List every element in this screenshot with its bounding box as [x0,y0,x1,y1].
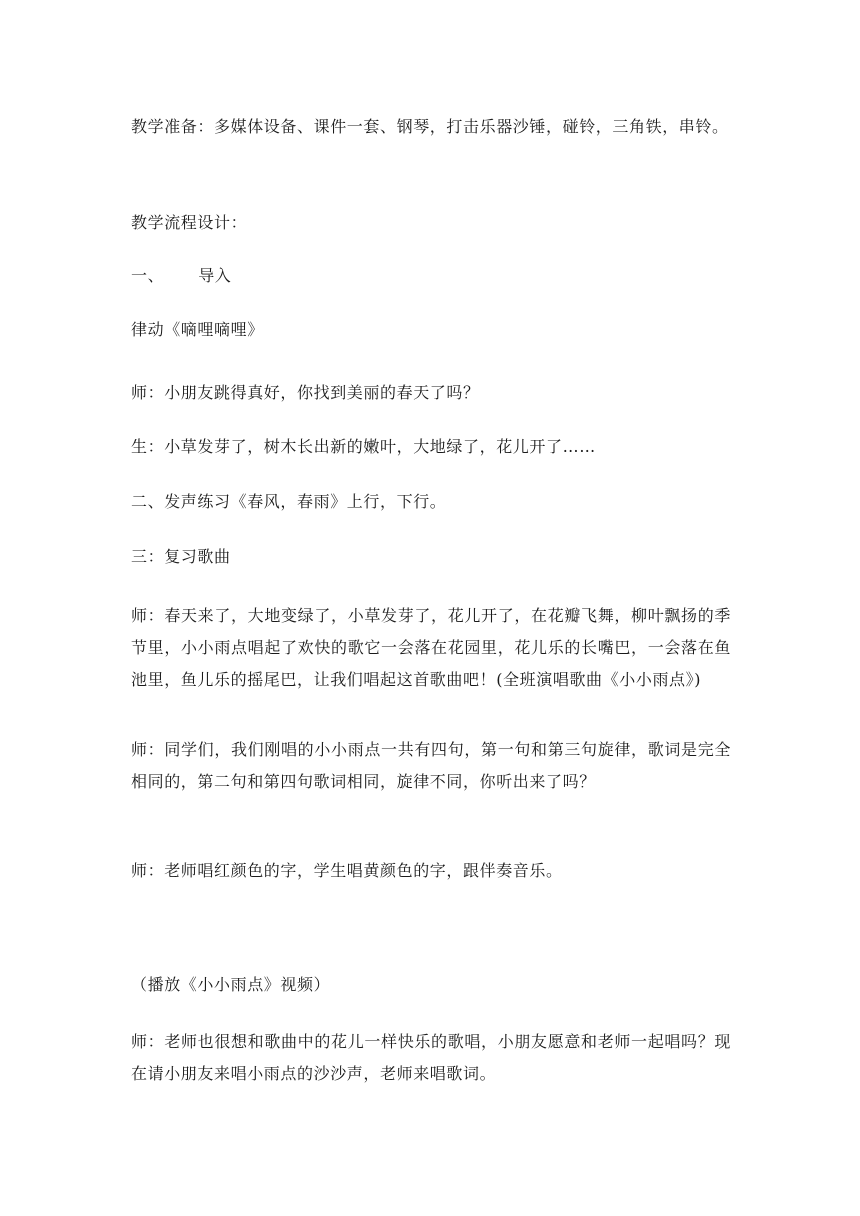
paragraph-teacher-four-lines: 师：同学们，我们刚唱的小小雨点一共有四句，第一句和第三句旋律，歌词是完全相同的，第二句和第四句歌词相同，旋律不同，你听出来了吗？ [131,740,731,791]
paragraph-student-answer: 生：小草发芽了，树木长出新的嫩叶，大地绿了，花儿开了…… [131,437,596,456]
paragraph-review-song: 三：复习歌曲 [131,547,231,566]
paragraph-teacher-question: 师：小朋友跳得真好，你找到美丽的春天了吗？ [131,383,480,402]
paragraph-teacher-colors: 师：老师唱红颜色的字，学生唱黄颜色的字，跟伴奏音乐。 [131,861,563,880]
section-number: 一、 [131,266,165,285]
paragraph-teacher-sing-together: 师：老师也很想和歌曲中的花儿一样快乐的歌唱，小朋友愿意和老师一起唱吗？现在请小朋友来唱小雨点的沙沙声，老师来唱歌词。 [131,1032,731,1083]
paragraph-teaching-preparation: 教学准备：多媒体设备、课件一套、钢琴，打击乐器沙锤，碰铃，三角铁，串铃。 [131,117,729,136]
section-title: 导入 [198,266,232,285]
paragraph-play-video: （播放《小小雨点》视频） [131,975,331,994]
paragraph-teacher-spring: 师：春天来了，大地变绿了，小草发芽了，花儿开了，在花瓣飞舞，柳叶飘扬的季节里，小小雨点唱起了欢快的歌它一会落在花园里，花儿乐的长嘴巴，一会落在鱼池里，鱼儿乐的摇尾巴，让我们唱起这首歌曲吧！(全班演唱歌曲《小小雨点》) [131,606,731,689]
section-heading-intro [131,260,731,292]
paragraph-rhythm: 律动《嘀哩嘀哩》 [131,320,264,339]
paragraph-vocal-exercise: 二、发声练习《春风，春雨》上行，下行。 [131,492,447,511]
paragraph-flow-heading: 教学流程设计： [131,213,248,232]
